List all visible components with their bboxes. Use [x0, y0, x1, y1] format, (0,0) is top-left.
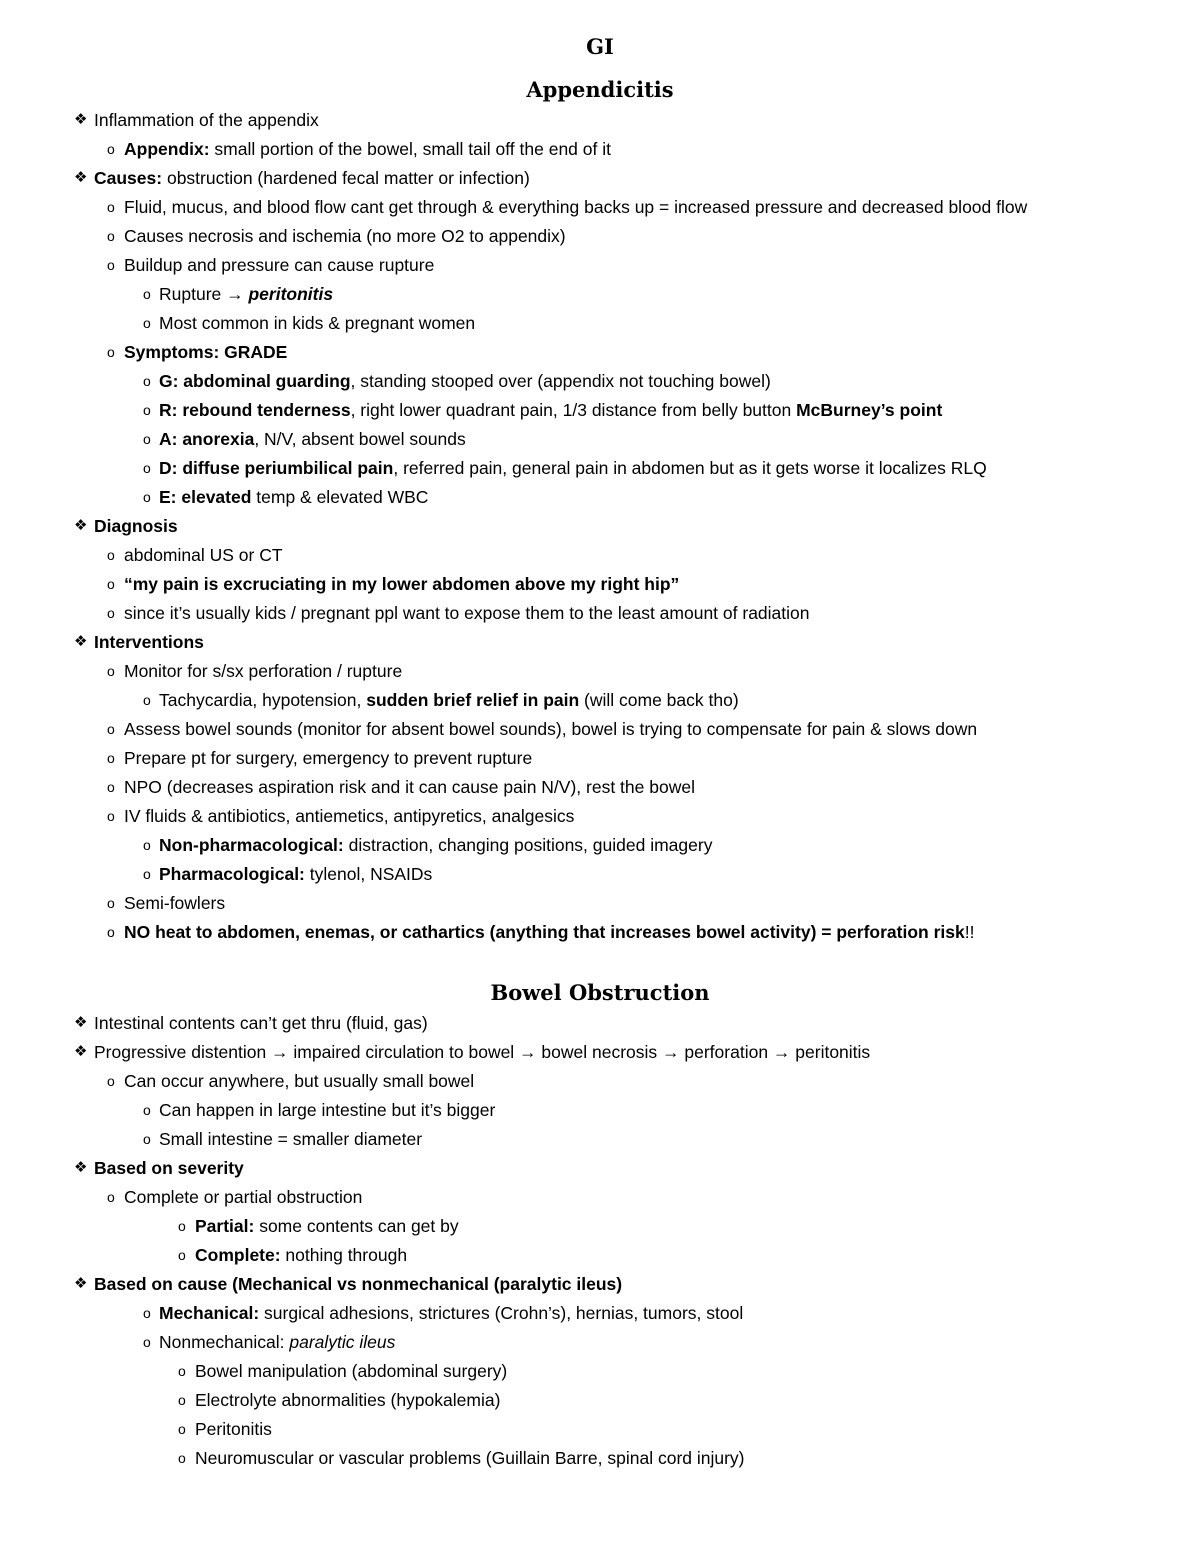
- diamond-bullet-icon: ❖: [74, 517, 88, 534]
- text-segment: Mechanical:: [159, 1303, 260, 1323]
- circle-bullet-icon: o: [143, 402, 151, 418]
- list-item-text: [124, 223, 566, 249]
- list-item-text: [94, 1039, 870, 1065]
- text-segment: Progressive distention → impaired circulation to bowel → bowel necrosis → perforation → peritonitis: [94, 1042, 871, 1062]
- text-segment: Can happen in large intestine but it’s bigger: [159, 1100, 496, 1120]
- list-item-text: [124, 658, 402, 684]
- text-segment: since it’s usually kids / pregnant ppl want to expose them to the least amount of radiation: [124, 603, 810, 623]
- circle-bullet-icon: o: [107, 663, 115, 679]
- text-segment: Rupture →: [159, 284, 249, 304]
- list-item-text: [124, 136, 611, 162]
- list-item-text: [94, 1155, 244, 1181]
- text-segment: Neuromuscular or vascular problems (Guillain Barre, spinal cord injury): [195, 1448, 745, 1468]
- circle-bullet-icon: o: [107, 199, 115, 215]
- circle-bullet-icon: o: [143, 1334, 151, 1350]
- circle-bullet-icon: o: [178, 1363, 186, 1379]
- circle-bullet-icon: o: [107, 344, 115, 360]
- text-segment: !!: [964, 922, 975, 942]
- text-segment: Fluid, mucus, and blood flow cant get through & everything backs up = increased pressure and decreased blood flow: [124, 197, 1028, 217]
- text-segment: Partial:: [195, 1216, 255, 1236]
- text-segment: , right lower quadrant pain, 1/3 distance from belly button: [350, 400, 797, 420]
- circle-bullet-icon: o: [107, 779, 115, 795]
- list-item-text: [94, 107, 319, 133]
- diamond-bullet-icon: ❖: [74, 1159, 88, 1176]
- text-segment: Interventions: [94, 632, 204, 652]
- list-item-text: [94, 1010, 428, 1036]
- text-segment: E: elevated: [159, 487, 252, 507]
- diamond-bullet-icon: ❖: [74, 1043, 88, 1060]
- circle-bullet-icon: o: [107, 257, 115, 273]
- list-item-text: [195, 1416, 272, 1442]
- text-segment: obstruction (hardened fecal matter or infection): [162, 168, 530, 188]
- circle-bullet-icon: o: [178, 1218, 186, 1234]
- text-segment: D: diffuse periumbilical pain: [159, 458, 394, 478]
- text-segment: Bowel manipulation (abdominal surgery): [195, 1361, 508, 1381]
- text-segment: Based on cause (Mechanical vs nonmechanical (paralytic ileus): [94, 1274, 623, 1294]
- list-item-text: [159, 861, 432, 887]
- circle-bullet-icon: o: [107, 1073, 115, 1089]
- text-segment: surgical adhesions, strictures (Crohn’s), hernias, tumors, stool: [259, 1303, 744, 1323]
- text-segment: temp & elevated WBC: [251, 487, 429, 507]
- circle-bullet-icon: o: [143, 1131, 151, 1147]
- text-segment: Causes:: [94, 168, 163, 188]
- text-segment: NPO (decreases aspiration risk and it can cause pain N/V), rest the bowel: [124, 777, 695, 797]
- list-item-text: [159, 397, 942, 423]
- text-segment: McBurney’s point: [796, 400, 943, 420]
- text-segment: Inflammation of the appendix: [94, 110, 319, 130]
- list-item-text: [159, 1126, 422, 1152]
- text-segment: distraction, changing positions, guided imagery: [343, 835, 713, 855]
- list-item-text: [94, 1271, 622, 1297]
- document-title: GI: [586, 34, 614, 59]
- text-segment: Peritonitis: [195, 1419, 272, 1439]
- list-item-text: [124, 774, 695, 800]
- text-segment: Can occur anywhere, but usually small bowel: [124, 1071, 475, 1091]
- text-segment: (will come back tho): [579, 690, 739, 710]
- circle-bullet-icon: o: [178, 1392, 186, 1408]
- list-item-text: [159, 281, 333, 307]
- text-segment: small portion of the bowel, small tail off the end of it: [209, 139, 611, 159]
- text-segment: Semi-fowlers: [124, 893, 226, 913]
- circle-bullet-icon: o: [143, 286, 151, 302]
- text-segment: Monitor for s/sx perforation / rupture: [124, 661, 403, 681]
- text-segment: tylenol, NSAIDs: [304, 864, 433, 884]
- text-segment: , referred pain, general pain in abdomen but as it gets worse it localizes RLQ: [393, 458, 987, 478]
- list-item-text: [124, 252, 434, 278]
- list-item-text: [94, 165, 530, 191]
- list-item-text: [124, 1068, 474, 1094]
- list-item-text: [124, 919, 974, 945]
- circle-bullet-icon: o: [107, 576, 115, 592]
- text-segment: Pharmacological:: [159, 864, 305, 884]
- list-item-text: [195, 1242, 407, 1268]
- list-item-text: [159, 1300, 743, 1326]
- section-heading-appendicitis: Appendicitis: [526, 77, 674, 102]
- text-segment: , standing stooped over (appendix not touching bowel): [350, 371, 771, 391]
- text-segment: NO heat to abdomen, enemas, or cathartics (anything that increases bowel activity) = perforation risk: [124, 922, 965, 942]
- circle-bullet-icon: o: [178, 1421, 186, 1437]
- list-item-text: [159, 484, 428, 510]
- text-segment: A: anorexia: [159, 429, 255, 449]
- list-item-text: [124, 339, 287, 365]
- list-item-text: [159, 1097, 495, 1123]
- list-item-text: [124, 571, 679, 597]
- text-segment: Buildup and pressure can cause rupture: [124, 255, 435, 275]
- list-item-text: [94, 629, 204, 655]
- list-item-text: [124, 542, 283, 568]
- diamond-bullet-icon: ❖: [74, 1014, 88, 1031]
- list-item-text: [195, 1358, 507, 1384]
- section-heading-bowel-obstruction: Bowel Obstruction: [490, 980, 710, 1005]
- text-segment: “my pain is excruciating in my lower abdomen above my right hip”: [124, 574, 680, 594]
- circle-bullet-icon: o: [107, 1189, 115, 1205]
- text-segment: nothing through: [280, 1245, 408, 1265]
- circle-bullet-icon: o: [143, 489, 151, 505]
- circle-bullet-icon: o: [143, 460, 151, 476]
- circle-bullet-icon: o: [143, 692, 151, 708]
- circle-bullet-icon: o: [143, 431, 151, 447]
- circle-bullet-icon: o: [143, 1305, 151, 1321]
- diamond-bullet-icon: ❖: [74, 1275, 88, 1292]
- text-segment: Small intestine = smaller diameter: [159, 1129, 423, 1149]
- circle-bullet-icon: o: [143, 315, 151, 331]
- list-item-text: [124, 600, 810, 626]
- list-item-text: [195, 1445, 745, 1471]
- text-segment: R: rebound tenderness: [159, 400, 351, 420]
- text-segment: Intestinal contents can’t get thru (fluid, gas): [94, 1013, 428, 1033]
- diamond-bullet-icon: ❖: [74, 633, 88, 650]
- text-segment: Tachycardia, hypotension,: [159, 690, 367, 710]
- circle-bullet-icon: o: [107, 141, 115, 157]
- list-item-text: [159, 1329, 395, 1355]
- circle-bullet-icon: o: [107, 750, 115, 766]
- list-item-text: [124, 194, 1027, 220]
- list-item-text: [159, 455, 987, 481]
- circle-bullet-icon: o: [107, 228, 115, 244]
- text-segment: Most common in kids & pregnant women: [159, 313, 476, 333]
- list-item-text: [124, 716, 977, 742]
- circle-bullet-icon: o: [143, 837, 151, 853]
- diamond-bullet-icon: ❖: [74, 169, 88, 186]
- diamond-bullet-icon: ❖: [74, 111, 88, 128]
- text-segment: Symptoms: GRADE: [124, 342, 288, 362]
- text-segment: Diagnosis: [94, 516, 178, 536]
- circle-bullet-icon: o: [143, 1102, 151, 1118]
- list-item-text: [124, 1184, 362, 1210]
- text-segment: Non-pharmacological:: [159, 835, 344, 855]
- circle-bullet-icon: o: [107, 721, 115, 737]
- circle-bullet-icon: o: [107, 547, 115, 563]
- circle-bullet-icon: o: [178, 1247, 186, 1263]
- list-item-text: [159, 687, 739, 713]
- list-item-text: [195, 1387, 500, 1413]
- list-item-text: [124, 803, 574, 829]
- list-item-text: [195, 1213, 459, 1239]
- text-segment: Causes necrosis and ischemia (no more O2 to appendix): [124, 226, 566, 246]
- list-item-text: [124, 890, 225, 916]
- text-segment: Based on severity: [94, 1158, 244, 1178]
- list-item-text: [94, 513, 178, 539]
- text-segment: some contents can get by: [254, 1216, 459, 1236]
- circle-bullet-icon: o: [107, 808, 115, 824]
- circle-bullet-icon: o: [107, 605, 115, 621]
- circle-bullet-icon: o: [178, 1450, 186, 1466]
- circle-bullet-icon: o: [143, 866, 151, 882]
- text-segment: Appendix:: [124, 139, 210, 159]
- list-item-text: [159, 368, 771, 394]
- text-segment: Nonmechanical:: [159, 1332, 290, 1352]
- text-segment: sudden brief relief in pain: [366, 690, 580, 710]
- text-segment: Assess bowel sounds (monitor for absent bowel sounds), bowel is trying to compensate for pain & slows down: [124, 719, 978, 739]
- text-segment: Complete:: [195, 1245, 281, 1265]
- text-segment: Prepare pt for surgery, emergency to prevent rupture: [124, 748, 533, 768]
- circle-bullet-icon: o: [143, 373, 151, 389]
- text-segment: Electrolyte abnormalities (hypokalemia): [195, 1390, 501, 1410]
- list-item-text: [159, 310, 475, 336]
- circle-bullet-icon: o: [107, 924, 115, 940]
- text-segment: abdominal US or CT: [124, 545, 283, 565]
- text-segment: peritonitis: [248, 284, 334, 304]
- text-segment: Complete or partial obstruction: [124, 1187, 363, 1207]
- circle-bullet-icon: o: [107, 895, 115, 911]
- list-item-text: [159, 832, 712, 858]
- text-segment: paralytic ileus: [289, 1332, 396, 1352]
- list-item-text: [159, 426, 466, 452]
- list-item-text: [124, 745, 532, 771]
- text-segment: , N/V, absent bowel sounds: [254, 429, 466, 449]
- text-segment: IV fluids & antibiotics, antiemetics, antipyretics, analgesics: [124, 806, 575, 826]
- text-segment: G: abdominal guarding: [159, 371, 351, 391]
